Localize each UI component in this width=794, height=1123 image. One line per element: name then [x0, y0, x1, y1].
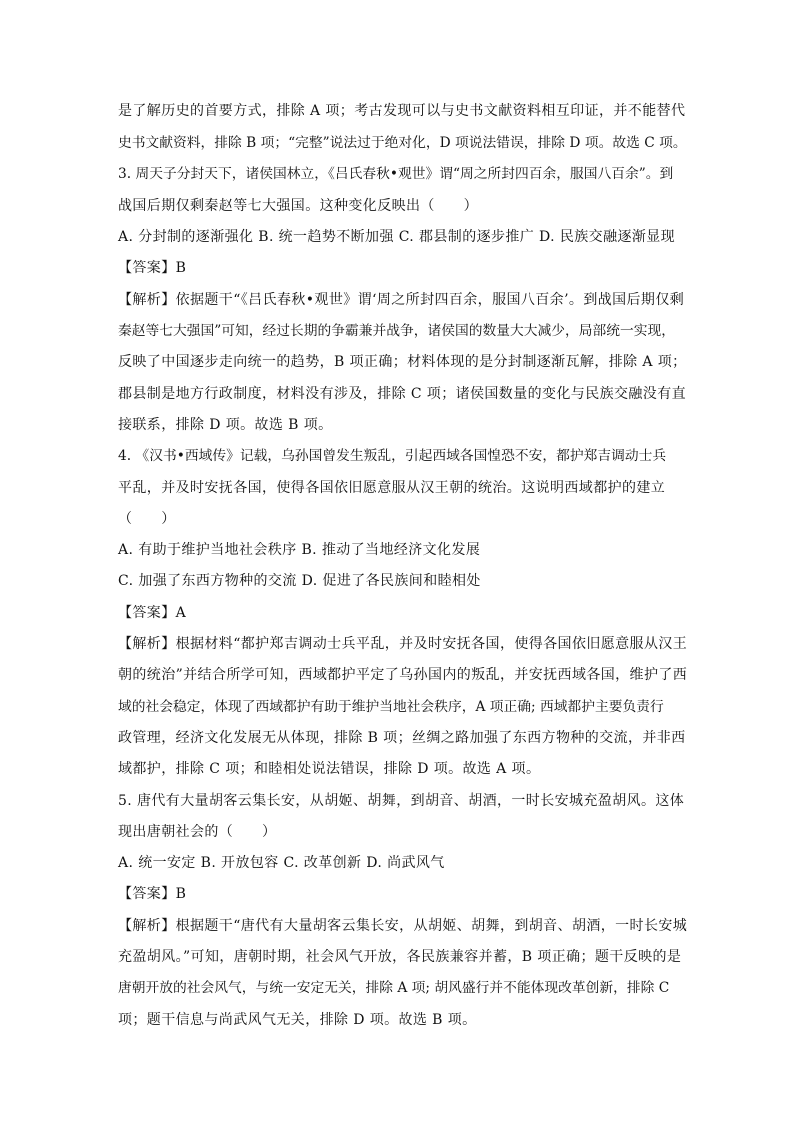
question-3-analysis: 郡县制是地方行政制度，材料没有涉及，排除 C 项；诸侯国数量的变化与民族交融没有直	[118, 386, 687, 402]
question-3-stem: 3. 周天子分封天下，诸侯国林立，《吕氏春秋•观世》谓“周之所封四百余，服国八百余”。到	[118, 166, 674, 182]
question-5-stem: 5. 唐代有大量胡客云集长安，从胡姬、胡舞，到胡音、胡酒，一时长安城充盈胡风。这体	[118, 793, 685, 809]
question-4-answer: 【答案】A	[118, 605, 187, 621]
question-3-analysis: 接联系，排除 D 项。故选 B 项。	[118, 417, 333, 433]
question-4-stem: （ ）	[118, 511, 176, 527]
question-3-answer: 【答案】B	[118, 260, 187, 276]
question-4-options: A. 有助于维护当地社会秩序 B. 推动了当地经济文化发展	[118, 542, 481, 558]
question-3-options: A. 分封制的逐渐强化 B. 统一趋势不断加强 C. 郡县制的逐步推广 D. 民族交融逐渐显现	[118, 229, 676, 245]
question-3-analysis: 反映了中国逐步走向统一的趋势，B 项正确；材料体现的是分封制逐渐瓦解，排除 A 项；	[118, 354, 687, 370]
question-4-analysis: 朝的统治”并结合所学可知，西域都护平定了乌孙国内的叛乱，并安抚西域各国，维护了西	[118, 667, 688, 683]
question-4-analysis: 【解析】根据材料“都护郑吉调动士兵平乱，并及时安抚各国，使得各国依旧愿意服从汉王	[118, 636, 688, 652]
question-5-analysis: 充盈胡风。”可知，唐朝时期，社会风气开放，各民族兼容并蓄，B 项正确；题干反映的是	[118, 949, 682, 965]
question-3-analysis: 秦赵等七大强国”可知，经过长期的争霸兼并战争，诸侯国的数量大大减少，局部统一实现，	[118, 323, 676, 339]
question-4-analysis: 域的社会稳定，体现了西域都护有助于维护当地社会秩序，A 项正确; 西域都护主要负责行	[118, 699, 664, 715]
question-4-stem: 平乱，并及时安抚各国，使得各国依旧愿意服从汉王朝的统治。这说明西域都护的建立	[118, 480, 666, 496]
question-4-analysis: 政管理，经济文化发展无从体现，排除 B 项；丝绸之路加强了东西方物种的交流，并非西	[118, 730, 686, 746]
question-5-answer: 【答案】B	[118, 886, 187, 902]
question-3-stem: 战国后期仅剩秦赵等七大强国。这种变化反映出（ ）	[118, 198, 478, 214]
question-5-options: A. 统一安定 B. 开放包容 C. 改革创新 D. 尚武风气	[118, 855, 445, 871]
question-4-stem: 4. 《汉书•西域传》记载，乌孙国曾发生叛乱，引起西域各国惶恐不安，都护郑吉调动士兵	[118, 448, 667, 464]
question-5-analysis: 唐朝开放的社会风气，与统一安定无关，排除 A 项; 胡风盛行并不能体现改革创新，排除 C	[118, 980, 670, 996]
question-5-analysis: 项；题干信息与尚武风气无关，排除 D 项。故选 B 项。	[118, 1012, 477, 1028]
question-5-analysis: 【解析】根据题干“唐代有大量胡客云集长安，从胡姬、胡舞，到胡音、胡酒，一时长安城	[118, 918, 688, 934]
question-4-options: C. 加强了东西方物种的交流 D. 促进了各民族间和睦相处	[118, 573, 481, 589]
question-5-stem: 现出唐朝社会的（ ）	[118, 824, 277, 840]
text-line: 是了解历史的首要方式，排除 A 项；考古发现可以与史书文献资料相互印证，并不能替代	[118, 103, 686, 119]
question-4-analysis: 域都护，排除 C 项；和睦相处说法错误，排除 D 项。故选 A 项。	[118, 761, 541, 777]
question-3-analysis: 【解析】依据题干“《吕氏春秋•观世》谓‘周之所封四百余，服国八百余’。到战国后期仅剩	[118, 292, 685, 308]
text-line: 史书文献资料，排除 B 项；“完整”说法过于绝对化，D 项说法错误，排除 D 项。故选 C 项。	[118, 135, 687, 151]
